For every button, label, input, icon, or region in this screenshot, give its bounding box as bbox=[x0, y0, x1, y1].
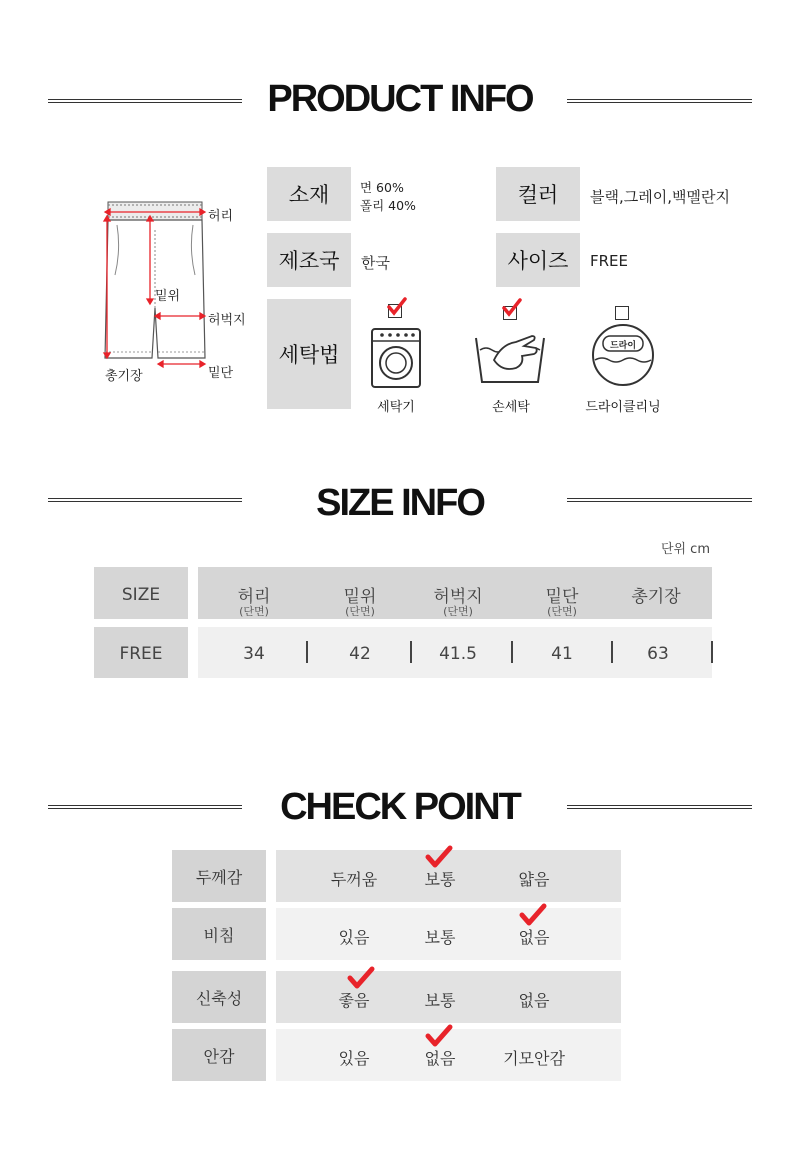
check-label: 신축성 bbox=[195, 988, 243, 1008]
column-separator bbox=[711, 641, 713, 663]
column-separator bbox=[611, 641, 613, 663]
check-label-box bbox=[172, 971, 266, 1023]
column-thigh-sub: (단면) bbox=[443, 605, 473, 618]
label-rise: 밑위 bbox=[155, 289, 181, 304]
column-separator bbox=[511, 641, 513, 663]
origin-label: 제조국 bbox=[278, 249, 340, 273]
washing-option-label: 세탁기 bbox=[377, 400, 415, 415]
hand-wash-icon bbox=[472, 330, 548, 388]
check-label: 안감 bbox=[203, 1046, 235, 1066]
check-option: 보통 bbox=[424, 991, 456, 1010]
product-info-title: PRODUCT INFO bbox=[267, 78, 533, 120]
column-hem: 밑단 bbox=[545, 587, 579, 607]
dry-clean-badge: 드라이 bbox=[609, 341, 637, 351]
check-mark-icon bbox=[424, 1024, 454, 1048]
washing-label-box bbox=[267, 299, 351, 409]
label-length: 총기장 bbox=[105, 369, 143, 384]
value-waist: 34 bbox=[243, 644, 265, 664]
column-separator bbox=[306, 641, 308, 663]
label-hem: 밑단 bbox=[208, 366, 234, 381]
origin-label-box bbox=[267, 233, 351, 287]
size-row-label: FREE bbox=[119, 644, 163, 664]
check-label-box bbox=[172, 1029, 266, 1081]
material-line-2: 폴리 40% bbox=[360, 198, 416, 213]
column-waist: 허리 bbox=[237, 587, 271, 607]
washing-option-label: 손세탁 bbox=[492, 400, 530, 415]
check-label-box bbox=[172, 850, 266, 902]
column-waist-sub: (단면) bbox=[239, 605, 269, 618]
check-option: 있음 bbox=[338, 928, 370, 947]
unit-label: 단위 cm bbox=[660, 542, 710, 557]
value-thigh: 41.5 bbox=[439, 644, 477, 664]
check-point-title: CHECK POINT bbox=[280, 786, 520, 828]
material-line-1: 면 60% bbox=[360, 180, 404, 195]
color-label-box bbox=[496, 167, 580, 221]
check-option: 기모안감 bbox=[503, 1049, 565, 1068]
origin-value: 한국 bbox=[361, 254, 390, 272]
check-option: 좋음 bbox=[338, 991, 370, 1010]
check-label: 비침 bbox=[203, 925, 235, 945]
size-label-box bbox=[496, 233, 580, 287]
dry-clean-checkbox bbox=[615, 306, 629, 320]
check-option: 보통 bbox=[424, 870, 456, 889]
column-separator bbox=[410, 641, 412, 663]
washing-machine-icon bbox=[370, 327, 422, 389]
column-hem-sub: (단면) bbox=[547, 605, 577, 618]
color-value: 블랙,그레이,백멜란지 bbox=[590, 188, 730, 206]
column-rise-sub: (단면) bbox=[345, 605, 375, 618]
size-header-label: SIZE bbox=[121, 585, 161, 605]
check-icon bbox=[501, 298, 523, 318]
size-info-title: SIZE INFO bbox=[316, 482, 484, 524]
value-hem: 41 bbox=[551, 644, 573, 664]
material-label: 소재 bbox=[288, 183, 330, 207]
check-mark-icon bbox=[346, 966, 376, 990]
material-value bbox=[360, 179, 416, 215]
label-thigh: 허벅지 bbox=[208, 313, 246, 328]
column-thigh: 허벅지 bbox=[433, 587, 483, 607]
value-rise: 42 bbox=[349, 644, 371, 664]
check-option: 두꺼움 bbox=[330, 870, 378, 889]
check-icon bbox=[386, 297, 408, 317]
material-label-box bbox=[267, 167, 351, 221]
check-option: 없음 bbox=[424, 1049, 456, 1068]
washing-option-label: 드라이클리닝 bbox=[585, 400, 661, 415]
column-rise: 밑위 bbox=[343, 587, 377, 607]
check-option: 없음 bbox=[518, 928, 550, 947]
check-mark-icon bbox=[518, 903, 548, 927]
check-option: 얇음 bbox=[518, 870, 550, 889]
check-label: 두께감 bbox=[195, 867, 243, 887]
color-label: 컬러 bbox=[517, 183, 559, 207]
column-length: 총기장 bbox=[631, 587, 681, 607]
dry-clean-icon bbox=[590, 322, 656, 388]
washing-label: 세탁법 bbox=[278, 343, 340, 367]
value-length: 63 bbox=[647, 644, 669, 664]
label-waist: 허리 bbox=[208, 209, 234, 224]
size-value: FREE bbox=[590, 252, 629, 270]
size-label: 사이즈 bbox=[507, 249, 569, 273]
check-option: 보통 bbox=[424, 928, 456, 947]
check-mark-icon bbox=[424, 845, 454, 869]
check-option: 있음 bbox=[338, 1049, 370, 1068]
check-option: 없음 bbox=[518, 991, 550, 1010]
check-label-box bbox=[172, 908, 266, 960]
